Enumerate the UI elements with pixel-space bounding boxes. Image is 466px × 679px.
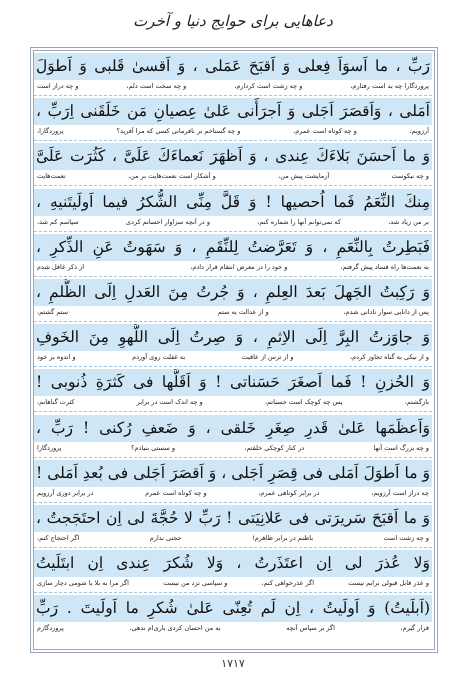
persian-translation (34, 306, 432, 318)
line-separator (34, 592, 432, 593)
arabic-text: وَ جاوَزتُ البِرَّ اِلَی الاِثمِ ، وَ صِرتُ اِلَی اللَّهوِ مِنَ الخَوفِ (36, 328, 430, 347)
translation-segment: به غفلت روی آوردم (132, 353, 186, 362)
translation-segment: و در آنچه سزاوار احسانم کردی (125, 217, 211, 226)
persian-translation (34, 216, 432, 228)
prayer-line (34, 369, 432, 409)
prayer-line (34, 324, 432, 364)
prayer-line (34, 279, 432, 319)
translation-segment: پروردگارا، (37, 127, 64, 136)
arabic-text: وَ ما اَحسَنَ بَلاءَكَ عِندی ، وَ اَظهَرَ نَعماءَكَ عَلَیَّ ، كَثُرَت عَلَیَّ (36, 147, 430, 166)
translation-segment: و از نیکی به گناه تجاوز کردم، (350, 353, 429, 362)
arabic-text: وَلا عُذرَ لی اِن اعتَذَرتُ ، وَلا شُكرَ عِندی اِن ابتَلَیتُ (36, 554, 430, 573)
translation-segment: نعمت‌هایت (37, 172, 66, 181)
line-separator (34, 366, 432, 367)
persian-translation (34, 125, 432, 137)
translation-segment: در کنار کوچکی خلقتم، (244, 443, 305, 452)
prayer-line (34, 189, 432, 229)
translation-segment: در برابر کوتاهی عمرم، (258, 488, 320, 497)
persian-translation (34, 577, 432, 589)
line-separator (34, 502, 432, 503)
persian-translation (34, 442, 432, 454)
prayer-line (34, 505, 432, 545)
line-separator (34, 140, 432, 141)
line-separator (34, 457, 432, 458)
line-separator (34, 185, 432, 186)
translation-segment: از ذکر غافل شدم (37, 262, 85, 271)
page-header (0, 0, 466, 46)
translation-segment: و خود را در معرض انتقام قرار دادم، (190, 262, 288, 271)
arabic-text: (اَبلَیتُ) وَ اَولَیتُ ، اِن لَم تُعِنّی عَلیٰ شُكرِ ما اَولَیتَ . رَبِّ (36, 599, 430, 618)
translation-segment: اگر عذرخواهی کنم، (261, 579, 315, 588)
line-separator (34, 276, 432, 277)
translation-segment: و چه کوتاه است عمرم، (293, 127, 357, 136)
translation-segment: و چه دراز است (37, 82, 79, 90)
prayer-line (34, 550, 432, 590)
prayer-line (34, 460, 432, 500)
translation-segment: و چه بزرگ است آنها (373, 443, 429, 452)
translation-segment: به من احسان کردی یاری‌ام ندهی، (129, 624, 221, 633)
persian-translation (34, 80, 432, 92)
prayer-line (34, 53, 432, 93)
arabic-text: وَ ما اَطوَلَ اَمَلی فی قِصَرِ اَجَلی ، وَ اَقصَرَ اَجَلی فی بُعدِ اَمَلی ! (36, 463, 430, 482)
translation-segment: اگر بر سپاس آنچه (286, 624, 335, 633)
translation-segment: آزمایشت پیش من، (278, 172, 330, 181)
translation-segment: بر من زیاد شد، (388, 217, 429, 226)
translation-segment: و از عدالت به ستم (217, 308, 269, 316)
translation-segment: و چه زشت است کردارم، (234, 82, 303, 90)
translation-segment: و سپاسی نزد من نیست (163, 579, 228, 588)
persian-translation (34, 261, 432, 273)
translation-segment: چه دراز است آرزویم، (371, 488, 429, 497)
translation-segment: و سستی بنیادم؟ (131, 443, 175, 452)
translation-segment: آرزویم، (409, 127, 429, 136)
translation-segment: پروردگارا (37, 443, 62, 452)
translation-segment: قرار گیرم، (400, 624, 429, 633)
translation-segment: پروردگارا چه بد است رفتارم، (350, 82, 429, 90)
persian-translation (34, 396, 432, 408)
translation-segment: و آشکار است نعمت‌هایت بر من، (128, 172, 216, 181)
line-separator (34, 411, 432, 412)
translation-segment: پس چه کوچک است حسناتم، (264, 398, 343, 407)
arabic-text: رَبِّ ، ما اَسوَاَ فِعلی وَ اَقبَحَ عَمَلی ، وَ اَقسیٰ قَلبی وَ اَطوَلَ (36, 57, 430, 75)
translation-segment: بازگشتم، (404, 398, 429, 407)
translation-segment: و چه اندک است در برابر (136, 398, 203, 407)
arabic-text: وَ رَكِبتُ الجَهلَ بَعدَ العِلمِ ، وَ جُرتُ مِنَ العَدلِ اِلَی الظُّلمِ ، (36, 283, 430, 301)
translation-segment: و چه زشت است (383, 534, 429, 542)
arabic-text: اَمَلی ، وَاَقصَرَ اَجَلی وَ اَجرَأَنی عَلیٰ عِصیانِ مَن خَلَقَنی اِرَبِّ ، (36, 102, 430, 121)
arabic-text: وَاَعظَمَها عَلیٰ قَدرِ صِغَرِ خَلقی ، وَ ضَعفِ رُكنی ! رَبِّ ، (36, 418, 430, 437)
arabic-text: فَبَطِرتُ بِالنِّعَمِ ، وَ تَعَرَّضتُ لِلنِّقَمِ ، وَ سَهَوتُ عَنِ الذِّكرِ ، (36, 237, 430, 256)
translation-segment: و عذر قابل قبولی برایم نیست (348, 579, 429, 588)
persian-translation (34, 170, 432, 182)
persian-translation (34, 487, 432, 499)
page-title: دعاهایی برای حوایج دنیا و آخرت (133, 12, 333, 30)
arabic-text: مِنكَ النِّعَمُ فَما اُحصیها ! وَ قَلَّ مِنِّی الشُّكرُ فیما اَولَیتَنیهِ ، (36, 192, 430, 211)
page-number: ۱۷۱۷ (221, 657, 245, 670)
translation-segment: اگر احتجاج کنم، (37, 534, 80, 542)
line-separator (34, 547, 432, 548)
translation-segment: ستم گشتم، (37, 308, 69, 316)
translation-segment: حجتی ندارم (149, 534, 182, 542)
line-separator (34, 231, 432, 232)
translation-segment: سپاسم کم شد، (37, 217, 79, 226)
translation-segment: در برابر دوری آرزویم (37, 488, 94, 497)
prayer-line (34, 143, 432, 183)
line-separator (34, 95, 432, 96)
translation-segment: که نمی‌توانم آنها را شماره کنم، (257, 217, 341, 226)
prayer-line (34, 415, 432, 455)
translation-segment: باطنم در برابر ظاهرم! (252, 534, 314, 542)
translation-segment: پس از دانایی سوار نادانی شدم، (343, 308, 429, 316)
translation-segment: کثرت گناهانم، (37, 398, 75, 407)
translation-segment: و از ترس از عاقبت (241, 353, 294, 362)
arabic-text: وَ الحُزنِ ! فَما اَصغَرَ حَسَناتی ! وَ اَقَلَّها فی كَثرَةِ ذُنوبی ! (36, 373, 430, 392)
line-separator (34, 321, 432, 322)
persian-translation (34, 532, 432, 544)
persian-translation (34, 351, 432, 363)
prayer-line (34, 595, 432, 635)
translation-segment: پروردگارم (37, 624, 64, 633)
prayer-line (34, 98, 432, 138)
translation-segment: و چه نیکوست (391, 172, 429, 181)
translation-segment: به نعمت‌ها راه فساد پیش گرفتم، (340, 262, 429, 271)
translation-segment: و چه سخت است دلم، (126, 82, 187, 90)
arabic-text: وَ ما اَقبَحَ سَریرَتی فی عَلانِیَتی ! رَبِّ لا حُجَّةَ لی اِن احتَجَجتُ ، (36, 509, 430, 527)
translation-segment: و اندوه بر خود (37, 353, 76, 362)
translation-segment: و چه گستاخم بر نافرمانی کسی که مرا آفرید؟ (116, 127, 241, 136)
prayer-line (34, 234, 432, 274)
persian-translation (34, 622, 432, 634)
translation-segment: اگر مرا به بلا یا شومی دچار سازی (37, 579, 129, 588)
translation-segment: و چه کوتاه است عمرم (145, 488, 207, 497)
